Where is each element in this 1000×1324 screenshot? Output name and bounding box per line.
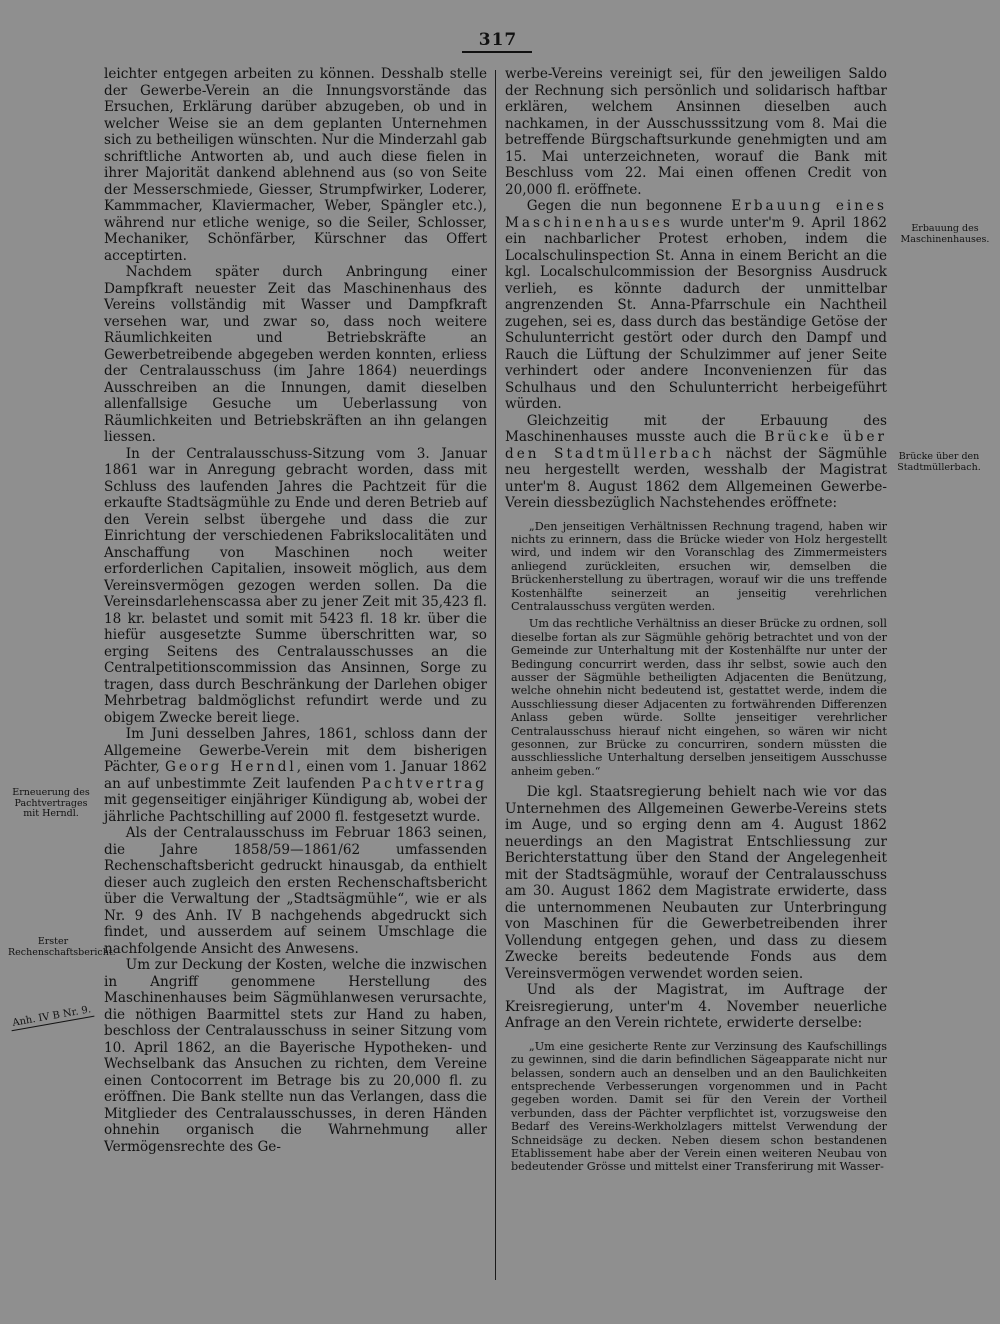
paragraph: werbe-Vereins vereinigt sei, für den jeweiligen Saldo der Rechnung sich persönlich und solidarisch haftbar erklären, welchem Ansinnen dieselben auch nachkamen, in der Ausschusssitzung vom 8. Mai die betreffende Bürgschaftsurkunde genehmigten und am 15. Mai unterzeichneten, worauf die Bank mit Beschluss vom 22. Mai einen offenen Credit von 20,000 fl. eröffnete. <box>505 66 887 198</box>
emphasized-term: Brücke über den Stadtmüllerbach <box>505 429 887 462</box>
paragraph: Um zur Deckung der Kosten, welche die inzwischen in Angriff genommene Herstellung des Maschinenhauses beim Sägmühlanwesen verursachte, die nöthigen Baarmittel stets zur Hand zu haben, beschloss der Centralausschuss in seiner Sitzung vom 10. April 1862, an die Bayerische Hypotheken- und Wechselbank das Ansuchen zu richten, dem Vereine einen Contocorrent im Betrage bis zu 20,000 fl. zu eröffnen. Die Bank stellte nun das Verlangen, dass die Mitglieder des Centralausschusses, in deren Händen ohnehin organisch die Wahrnehmung aller Vermögensrechte des Ge- <box>104 957 487 1155</box>
margin-note-pachtvertrag: Erneuerung des Pachtvertrages mit Herndl. <box>12 787 90 819</box>
column-divider <box>495 70 496 1280</box>
left-column <box>104 66 487 1155</box>
quote-paragraph: „Um eine gesicherte Rente zur Verzinsung des Kaufschillings zu gewinnen, sind die darin befindlichen Sägeapparate nicht nur belassen, sondern auch an denselben und an den Baulichkeiten entsprechende Verbesserungen vorgenommen und in Pacht gegeben worden. Damit sei für den Verein der Vortheil verbunden, dass der Pächter verpflichtet ist, vorzugsweise den Bedarf des Vereins-Werkholzlagers mittelst Verwendung der Schneidsäge zu decken. Neben diesem schon bestandenen Etablissement habe aber der Verein einen weiteren Neubau von bedeutender Grösse und mittelst einer Transferirung mit Wasser- <box>511 1039 887 1174</box>
emphasized-term: Pachtvertrag <box>361 775 487 792</box>
text-run: Gleichzeitig mit der Erbauung des Maschinenhauses musste auch die <box>505 412 887 445</box>
paragraph: Als der Centralausschuss im Februar 1863 seinen, die Jahre 1858/59—1861/62 umfassenden Rechenschaftsbericht gedruckt hinausgab, da enthielt dieser auch zugleich den ersten Rechenschaftsbericht über die Verwaltung der „Stadtsägmühle“, wie er als Nr. 9 des Anh. IV B nachgehends abgedruckt sich findet, und ausserdem auf seinem Umschlage die nachfolgende Ansicht des Anwesens. <box>104 825 487 957</box>
quote-paragraph: Um das rechtliche Verhältniss an dieser Brücke zu ordnen, soll dieselbe fortan als zur Sägmühle gehörig betrachtet und von der Gemeinde zur Unterhaltung mit der Kostenhälfte nur unter der Bedingung concurrirt werden, dass ihr selbst, sowie auch den ausser der Sägmühle betheiligten Adjacenten die Benützung, welche ohnehin nicht bedeutend ist, gestattet werde, indem die Ausschliessung dieser Adjacenten zu fortwährenden Differenzen Anlass geben würde. Sollte jenseitiger verehrlicher Centralausschuss hierauf nicht eingehen, so wären wir nicht gesonnen, zur Brücke zu concurriren, sondern müssten die ausschliessliche Unterhaltung derselben jenseitigem Ausschusse anheim geben.“ <box>511 617 887 778</box>
page-number: 317 <box>478 30 518 50</box>
quote-paragraph: „Den jenseitigen Verhältnissen Rechnung tragend, haben wir nichts zu erinnern, dass die Brücke wieder von Holz hergestellt wird, und indem wir den Voranschlag des Zimmermeisters anliegend zurückleiten, ersuchen wir, demselben die Brückenherstellung zu übertragen, worauf wir die uns treffende Kostenhälfte seinerzeit an jenseitig verehrlichen Centralausschuss vergüten werden. <box>511 519 887 613</box>
text-run: nächst der Sägmühle neu hergestellt werden, wesshalb der Magistrat unter'm 8. August 1862 dem Allgemeinen Gewerbe-Verein diessbezüglich Nachstehendes eröffnete: <box>505 445 887 511</box>
margin-note-appendix-ref: Anh. IV B Nr. 9. <box>10 1005 95 1031</box>
right-column <box>505 66 887 1178</box>
emphasized-name: Georg Herndl <box>165 759 297 775</box>
margin-note-rechenschaftsbericht: Erster Rechenschaftsbericht. <box>8 936 116 958</box>
paragraph: In der Centralausschuss-Sitzung vom 3. Januar 1861 war in Anregung gebracht worden, dass mit Schluss des laufenden Jahres die Pachtzeit für die erkaufte Stadtsägmühle zu Ende und deren Betrieb auf den Verein selbst übergehe und dass die zur Einrichtung der verschiedenen Fabrikslocalitäten und Anschaffung von Maschinen noch weiter erforderlichen Capitalien, insoweit möglich, aus dem Vereinsvermögen gezogen werden sollen. Da die Vereinsdarlehenscassa aber zu jener Zeit mit 35,423 fl. 18 kr. belastet und somit mit 5423 fl. 18 kr. über die hiefür ausgesetzte Summe überschritten war, so erging Seitens des Centralausschusses an die Centralpetitionscommission das Ansinnen, Sorge zu tragen, dass durch Beschränkung der Darlehen obiger Mehrbetrag baldmöglichst refundirt werde und zu obigem Zwecke bereit liege. <box>104 445 487 726</box>
text-run: wurde unter'm 9. April 1862 ein nachbarlicher Protest erhoben, indem die Localschulinspection St. Anna in einem Bericht an die kgl. Localschulcommission der Besorgniss Ausdruck verlieh, es könnte dadurch der unmittelbar angrenzenden St. Anna-Pfarrschule ein Nachtheil zugehen, sei es, dass durch das beständige Getöse der Schulunterricht gestört oder durch den Dampf und Rauch die Lüftung der Schulzimmer auf jener Seite verhindert oder andere Inconvenienzen für das Schulhaus und den Schulunterricht herbeigeführt würden. <box>505 214 887 412</box>
text-run: , einen vom 1. Januar 1862 an auf unbestimmte Zeit laufenden <box>104 759 488 792</box>
paragraph: Die kgl. Staatsregierung behielt nach wie vor das Unternehmen des Allgemeinen Gewerbe-Vereins stets im Auge, und so erging denn am 4. August 1862 neuerdings an den Magistrat Entschliessung zur Berichterstattung über den Stand der Angelegenheit mit der Stadtsägmühle, worauf der Centralausschuss am 30. August 1862 dem Magistrate erwiderte, dass die unternommenen Neubauten zur Unterbringung von Maschinen für die Gewerbetreibenden ihrer Vollendung entgegen gehen, und dass zu diesem Zwecke bereits bedeutende Fonds aus dem Vereinsvermögen verwendet worden seien. <box>505 784 887 982</box>
paragraph <box>104 726 487 825</box>
paragraph <box>505 198 887 413</box>
paragraph <box>505 413 887 512</box>
margin-note-bruecke: Brücke über den Stadtmüllerbach. <box>897 451 981 473</box>
text-run: Gegen die nun begonnene <box>526 198 723 214</box>
emphasized-term: Erbauung eines Maschinenhauses <box>505 198 888 231</box>
text-run: mit gegenseitiger einjähriger Kündigung ab, wobei der jährliche Pachtschilling auf 2000 fl. festgesetzt wurde. <box>104 792 487 825</box>
margin-note-maschinenhaus: Erbauung des Maschinenhauses. <box>900 223 990 245</box>
paragraph: Nachdem später durch Anbringung einer Dampfkraft neuester Zeit das Maschinenhaus des Vereins vollständig mit Wasser und Dampfkraft versehen war, und zwar so, dass noch weitere Räumlichkeiten und Betriebskräfte an Gewerbetreibende abgegeben werden konnten, erliess der Centralausschuss (im Jahre 1864) neuerdings Ausschreiben an die Innungen, damit dieselben allenfallsige Gesuche um Ueberlassung von Räumlichkeiten und Betriebskräften an ihn gelangen liessen. <box>104 264 487 445</box>
paragraph: leichter entgegen arbeiten zu können. Desshalb stelle der Gewerbe-Verein an die Innungsvorstände das Ersuchen, Erklärung darüber abzugeben, ob und in welcher Weise sie an dem geplanten Unternehmen sich zu betheiligen wünschten. Nur die Minderzahl gab schriftliche Antworten ab, und auch diese fielen in ihrer Majorität dankend ablehnend aus (so von Seite der Messerschmiede, Giesser, Strumpfwirker, Loderer, Kammmacher, Klaviermacher, Weber, Spängler etc.), während nur etliche wenige, so die Seiler, Schlosser, Mechaniker, Schönfärber, Kürschner das Offert acceptirten. <box>104 66 487 264</box>
text-run: Im Juni desselben Jahres, 1861, schloss dann der Allgemeine Gewerbe-Verein mit dem bisherigen Pächter, <box>104 726 487 775</box>
page-number-rule <box>462 51 532 53</box>
paragraph: Und als der Magistrat, im Auftrage der Kreisregierung, unter'm 4. November neuerliche Anfrage an den Verein richtete, erwiderte derselbe: <box>505 982 887 1032</box>
